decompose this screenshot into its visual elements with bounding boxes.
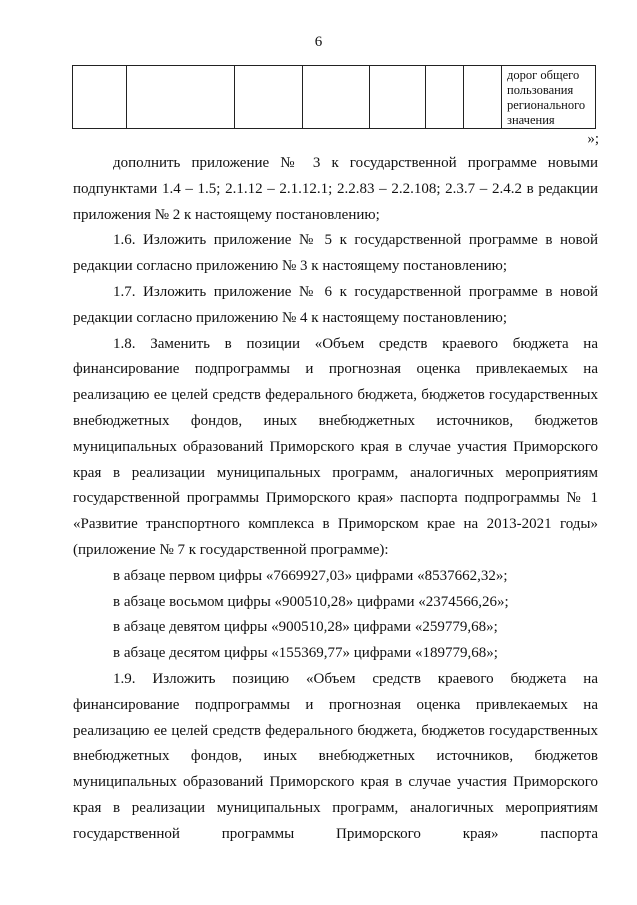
document-body: [73, 151, 598, 848]
paragraph-abzac-8: в абзаце восьмом цифры «900510,28» цифрами «2374566,26»;: [113, 593, 509, 610]
paragraph-supplement-appendix-3: дополнить приложение № 3 к государственной программе новыми подпунктами 1.4 – 1.5; 2.1.12 – 2.1.12.1; 2.2.83 – 2.2.108; 2.3.7 – 2.4.2 в редакции приложения № 2 к настоящему постановлению;: [73, 155, 598, 223]
closing-quote: »;: [587, 131, 599, 147]
table-cell: [426, 66, 464, 129]
paragraph-1-9: 1.9. Изложить позицию «Объем средств краевого бюджета на финансирование подпрограммы и прогнозная оценка привлекаемых на реализацию ее целей средств федерального бюджета, бюджетов государственных внебюджетных фондов, иных внебюджетных источников, бюджетов муниципальных образований Приморского края в случае участия Приморского края в реализации муниципальных программ, аналогичных мероприятиям государственной программы Приморского края» паспорта: [73, 670, 598, 842]
paragraph-abzac-1: в абзаце первом цифры «7669927,03» цифрами «8537662,32»;: [113, 567, 508, 584]
paragraph-abzac-9: в абзаце девятом цифры «900510,28» цифрами «259779,68»;: [113, 619, 498, 636]
paragraph-abzac-10: в абзаце десятом цифры «155369,77» цифрами «189779,68»;: [113, 645, 498, 662]
table-row: [73, 66, 596, 129]
paragraph-1-8: 1.8. Заменить в позиции «Объем средств краевого бюджета на финансирование подпрограммы и прогнозная оценка привлекаемых на реализацию ее целей средств федерального бюджета, бюджетов государственных внебюджетных фондов, иных внебюджетных источников, бюджетов муниципальных образований Приморского края в случае участия Приморского края в реализации муниципальных программ, аналогичных мероприятиям государственной программы Приморского края» паспорта подпрограммы № 1 «Развитие транспортного комплекса в Приморском крае на 2013-2021 годы» (приложение № 7 к государственной программе):: [73, 335, 598, 558]
table-cell: [303, 66, 370, 129]
table-cell: [127, 66, 235, 129]
paragraph-1-6: 1.6. Изложить приложение № 5 к государственной программе в новой редакции согласно приложению № 3 к настоящему постановлению;: [73, 232, 598, 275]
table-cell: [464, 66, 502, 129]
continued-table: [72, 65, 596, 129]
paragraph-1-7: 1.7. Изложить приложение № 6 к государственной программе в новой редакции согласно приложению № 4 к настоящему постановлению;: [73, 283, 598, 326]
table-cell-road-description: дорог общего пользования регионального значения: [502, 66, 596, 129]
page-number: 6: [314, 34, 323, 50]
table-cell: [73, 66, 127, 129]
table-cell: [235, 66, 303, 129]
table-cell: [370, 66, 426, 129]
